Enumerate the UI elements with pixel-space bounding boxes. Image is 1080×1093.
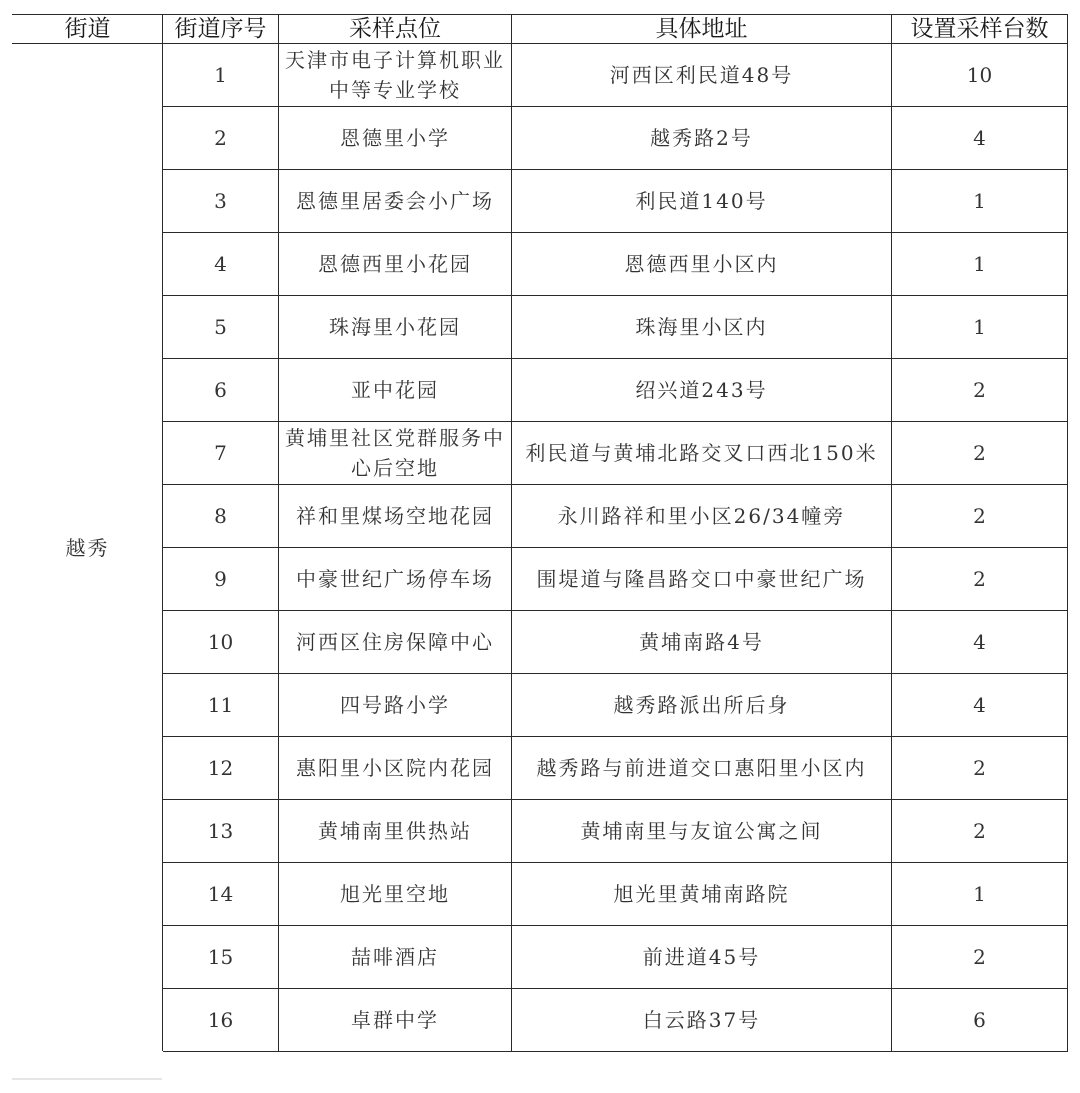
sampler-count-cell: 2	[892, 485, 1068, 548]
table-row	[13, 233, 1068, 296]
table-row	[13, 359, 1068, 422]
table-row	[13, 296, 1068, 359]
sampler-count-cell: 6	[892, 989, 1068, 1052]
row-number-cell: 6	[163, 359, 279, 422]
sampling-site-cell: 恩德里小学	[279, 107, 512, 170]
header-street-number: 街道序号	[163, 15, 279, 44]
address-cell: 绍兴道243号	[512, 359, 892, 422]
header-address: 具体地址	[512, 15, 892, 44]
sampler-count-cell: 2	[892, 926, 1068, 989]
address-cell: 旭光里黄埔南路院	[512, 863, 892, 926]
address-cell: 白云路37号	[512, 989, 892, 1052]
table-row	[13, 548, 1068, 611]
sampling-site-cell: 天津市电子计算机职业中等专业学校	[279, 44, 512, 107]
sampler-count-cell: 1	[892, 170, 1068, 233]
row-number-cell: 14	[163, 863, 279, 926]
header-sampler-count: 设置采样台数	[892, 15, 1068, 44]
address-cell: 恩德西里小区内	[512, 233, 892, 296]
sampler-count-cell: 4	[892, 107, 1068, 170]
table-row	[13, 737, 1068, 800]
row-number-cell: 2	[163, 107, 279, 170]
address-cell: 永川路祥和里小区26/34幢旁	[512, 485, 892, 548]
address-cell: 黄埔南路4号	[512, 611, 892, 674]
header-row	[13, 15, 1068, 44]
address-cell: 河西区利民道48号	[512, 44, 892, 107]
sampler-count-cell: 4	[892, 674, 1068, 737]
sampler-count-cell: 2	[892, 422, 1068, 485]
row-number-cell: 11	[163, 674, 279, 737]
sampling-site-cell: 黄埔南里供热站	[279, 800, 512, 863]
sampling-site-cell: 中豪世纪广场停车场	[279, 548, 512, 611]
address-cell: 珠海里小区内	[512, 296, 892, 359]
row-number-cell: 15	[163, 926, 279, 989]
address-cell: 围堤道与隆昌路交口中豪世纪广场	[512, 548, 892, 611]
row-number-cell: 12	[163, 737, 279, 800]
sampling-site-cell: 黄埔里社区党群服务中心后空地	[279, 422, 512, 485]
address-cell: 越秀路派出所后身	[512, 674, 892, 737]
sampler-count-cell: 1	[892, 863, 1068, 926]
row-number-cell: 13	[163, 800, 279, 863]
sampling-site-cell: 卓群中学	[279, 989, 512, 1052]
table-row	[13, 611, 1068, 674]
sampler-count-cell: 1	[892, 296, 1068, 359]
table-row	[13, 44, 1068, 107]
table-row	[13, 485, 1068, 548]
table-row	[13, 107, 1068, 170]
header-sampling-site: 采样点位	[279, 15, 512, 44]
sampling-site-cell: 恩德里居委会小广场	[279, 170, 512, 233]
table-row	[13, 926, 1068, 989]
table-header	[13, 15, 1068, 44]
sampling-site-cell: 珠海里小花园	[279, 296, 512, 359]
table-row	[13, 170, 1068, 233]
address-cell: 越秀路2号	[512, 107, 892, 170]
sampling-site-cell: 河西区住房保障中心	[279, 611, 512, 674]
row-number-cell: 4	[163, 233, 279, 296]
sampling-site-cell: 祥和里煤场空地花园	[279, 485, 512, 548]
sampler-count-cell: 2	[892, 800, 1068, 863]
sampling-site-cell: 惠阳里小区院内花园	[279, 737, 512, 800]
address-cell: 利民道与黄埔北路交叉口西北150米	[512, 422, 892, 485]
table-body	[13, 44, 1068, 1052]
sampler-count-cell: 1	[892, 233, 1068, 296]
row-number-cell: 9	[163, 548, 279, 611]
address-cell: 黄埔南里与友谊公寓之间	[512, 800, 892, 863]
sampler-count-cell: 4	[892, 611, 1068, 674]
sampling-site-cell: 恩德西里小花园	[279, 233, 512, 296]
bottom-divider	[12, 1078, 162, 1080]
row-number-cell: 10	[163, 611, 279, 674]
sampling-site-cell: 喆啡酒店	[279, 926, 512, 989]
address-cell: 利民道140号	[512, 170, 892, 233]
table-row	[13, 674, 1068, 737]
sampling-site-cell: 亚中花园	[279, 359, 512, 422]
sampler-count-cell: 2	[892, 548, 1068, 611]
row-number-cell: 7	[163, 422, 279, 485]
header-street: 街道	[13, 15, 163, 44]
row-number-cell: 3	[163, 170, 279, 233]
table-row	[13, 863, 1068, 926]
street-name-cell: 越秀	[13, 44, 163, 1052]
address-cell: 越秀路与前进道交口惠阳里小区内	[512, 737, 892, 800]
sampling-sites-table	[12, 14, 1068, 1052]
address-cell: 前进道45号	[512, 926, 892, 989]
sampler-count-cell: 2	[892, 737, 1068, 800]
sampler-count-cell: 2	[892, 359, 1068, 422]
table-row	[13, 422, 1068, 485]
row-number-cell: 1	[163, 44, 279, 107]
table-row	[13, 800, 1068, 863]
table-row	[13, 989, 1068, 1052]
row-number-cell: 5	[163, 296, 279, 359]
sampling-site-cell: 四号路小学	[279, 674, 512, 737]
sampling-site-cell: 旭光里空地	[279, 863, 512, 926]
row-number-cell: 8	[163, 485, 279, 548]
sampler-count-cell: 10	[892, 44, 1068, 107]
row-number-cell: 16	[163, 989, 279, 1052]
